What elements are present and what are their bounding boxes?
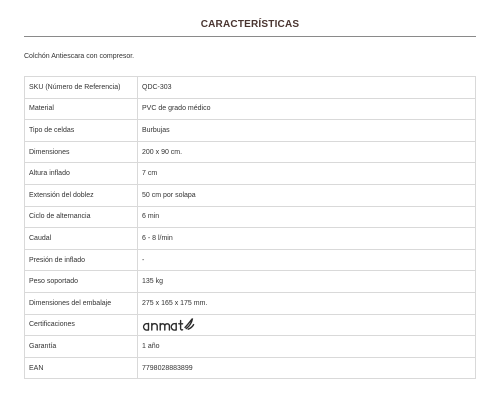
spec-value-certification <box>138 314 476 336</box>
spec-key: Presión de inflado <box>25 249 138 271</box>
spec-value: - <box>138 249 476 271</box>
spec-value: 275 x 165 x 175 mm. <box>138 292 476 314</box>
table-row <box>25 314 476 336</box>
spec-key: Tipo de celdas <box>25 120 138 142</box>
table-row <box>25 336 476 358</box>
spec-key: Dimensiones del embalaje <box>25 292 138 314</box>
specs-table <box>24 76 476 379</box>
spec-value: 6 - 8 l/min <box>138 228 476 250</box>
spec-key: Garantía <box>25 336 138 358</box>
spec-value: 7 cm <box>138 163 476 185</box>
spec-key: Material <box>25 98 138 120</box>
table-row <box>25 98 476 120</box>
table-row <box>25 357 476 379</box>
table-row <box>25 271 476 293</box>
table-row <box>25 249 476 271</box>
section-title: CARACTERÍSTICAS <box>200 19 300 30</box>
spec-value: 135 kg <box>138 271 476 293</box>
table-row <box>25 184 476 206</box>
spec-value: QDC-303 <box>138 77 476 99</box>
table-row <box>25 77 476 99</box>
spec-key: EAN <box>25 357 138 379</box>
table-row <box>25 163 476 185</box>
spec-value: Burbujas <box>138 120 476 142</box>
table-row <box>25 228 476 250</box>
spec-key: Peso soportado <box>25 271 138 293</box>
spec-key: Certificaciones <box>25 314 138 336</box>
product-intro: Colchón Antiescara con compresor. <box>24 53 135 60</box>
spec-key: Ciclo de alternancia <box>25 206 138 228</box>
spec-key: Caudal <box>25 228 138 250</box>
spec-value: 7798028883899 <box>138 357 476 379</box>
spec-key: SKU (Número de Referencia) <box>25 77 138 99</box>
title-divider <box>24 36 476 37</box>
spec-value: 200 x 90 cm. <box>138 141 476 163</box>
spec-value: PVC de grado médico <box>138 98 476 120</box>
table-row <box>25 120 476 142</box>
spec-value: 6 min <box>138 206 476 228</box>
spec-key: Dimensiones <box>25 141 138 163</box>
spec-value: 50 cm por solapa <box>138 184 476 206</box>
anmat-logo-icon <box>142 316 206 334</box>
table-row <box>25 292 476 314</box>
spec-value: 1 año <box>138 336 476 358</box>
table-row <box>25 206 476 228</box>
spec-key: Altura inflado <box>25 163 138 185</box>
table-row <box>25 141 476 163</box>
spec-key: Extensión del doblez <box>25 184 138 206</box>
